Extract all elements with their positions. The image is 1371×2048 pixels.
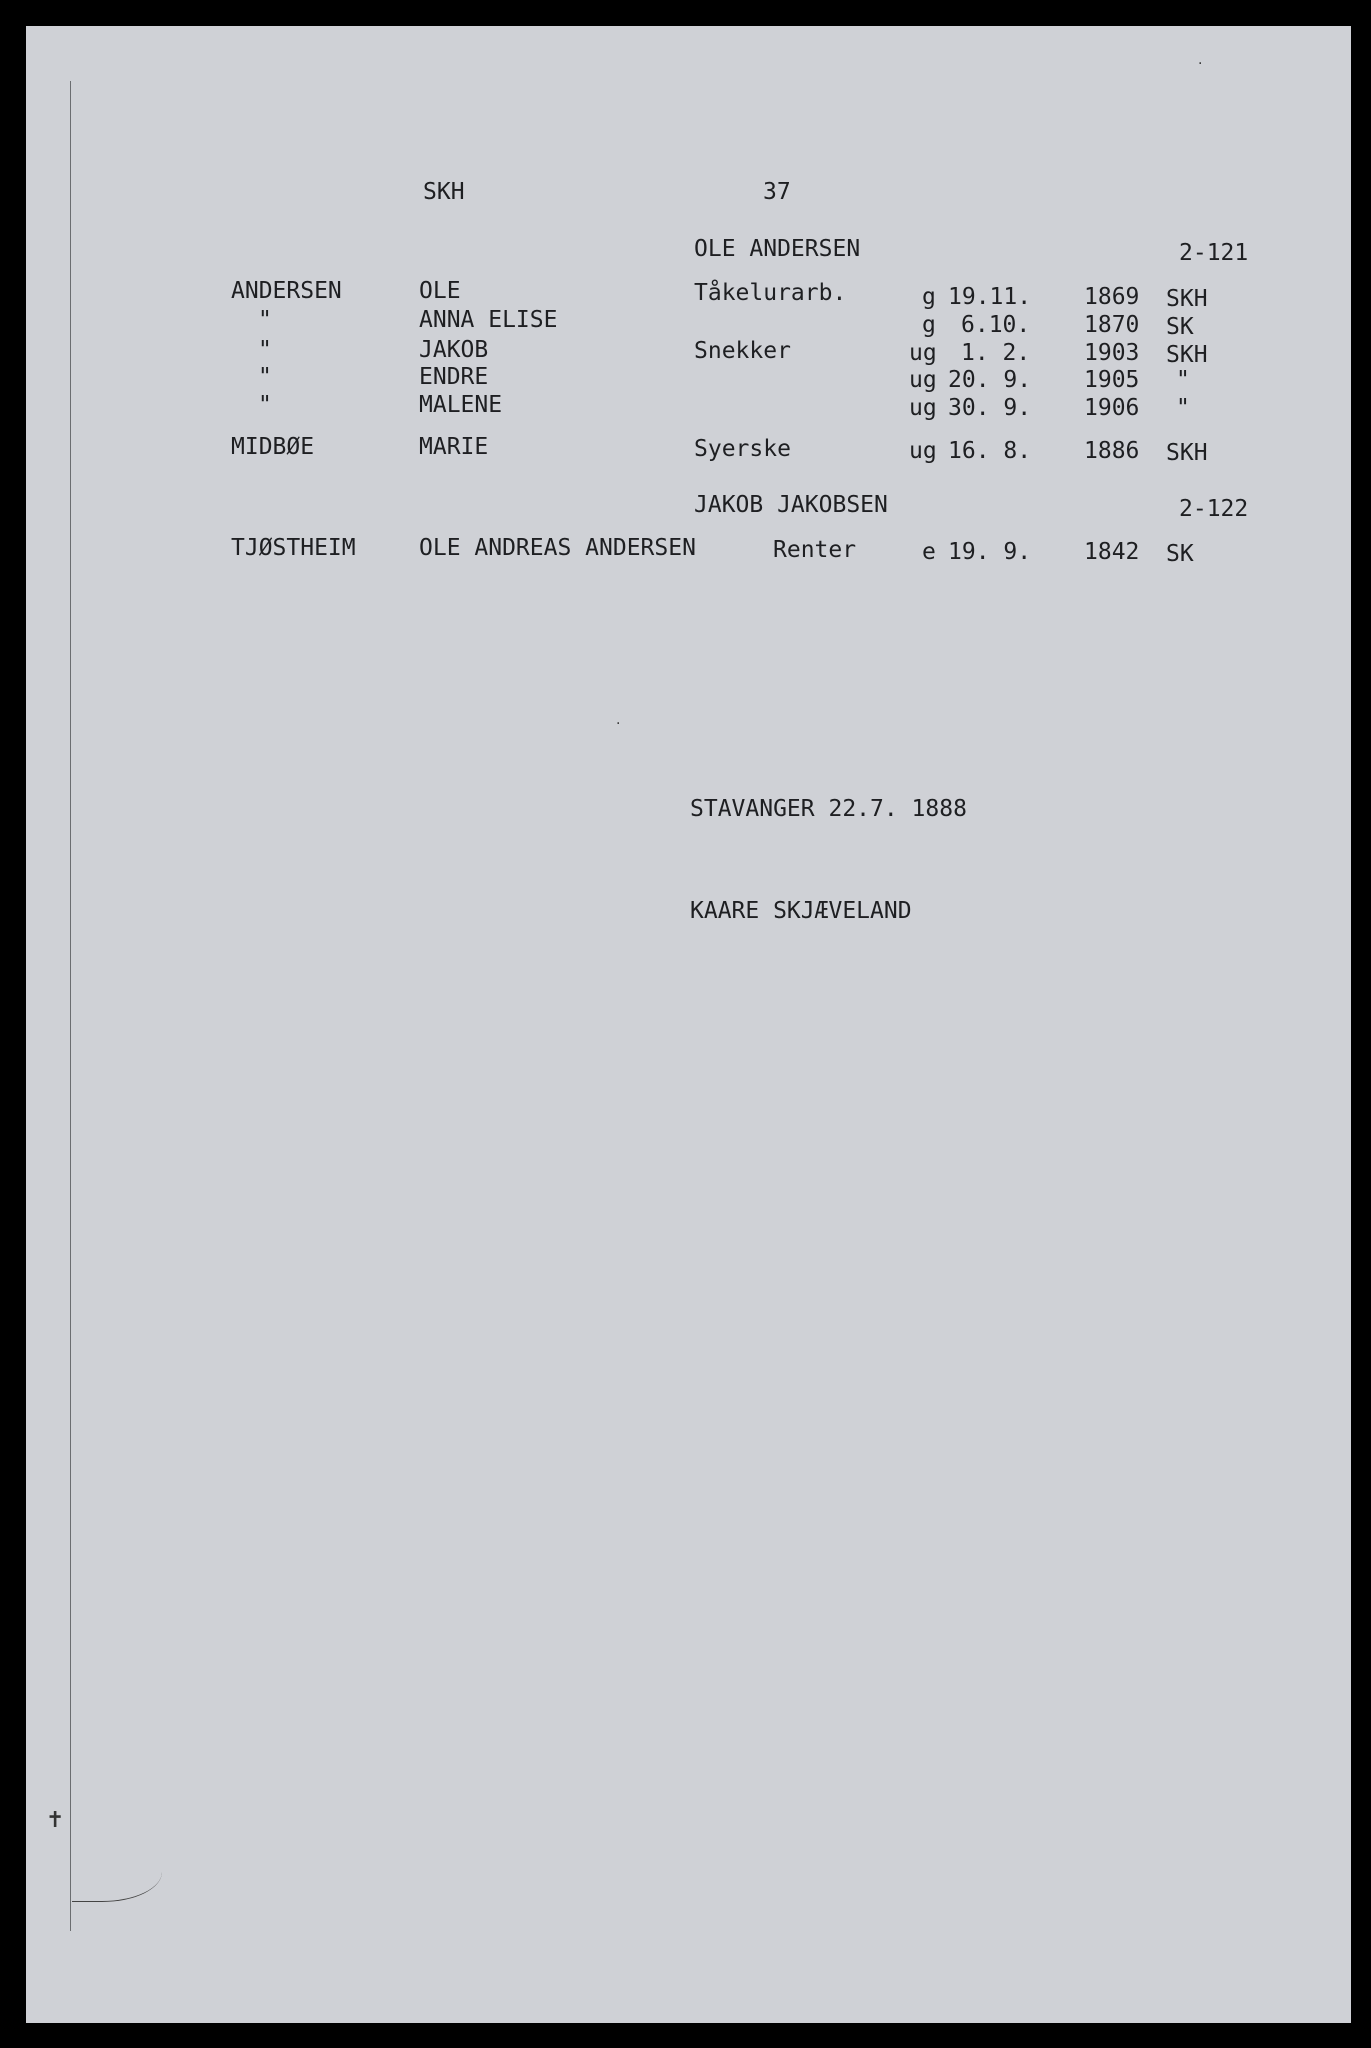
row-surname: ANDERSEN — [231, 278, 342, 304]
row-given-name: ANNA ELISE — [419, 307, 558, 333]
document-page — [26, 26, 1351, 2023]
row-place: " — [1176, 367, 1190, 393]
row-place: SKH — [1166, 286, 1208, 312]
row-place: " — [1176, 395, 1190, 421]
row-date: 19. 9. — [948, 539, 1032, 565]
row-year: 1869 — [1084, 284, 1140, 310]
row-status: ug — [909, 340, 937, 366]
row-surname: " — [258, 392, 272, 418]
row-year: 1886 — [1084, 438, 1140, 464]
row-surname: MIDBØE — [231, 434, 315, 460]
household-title: OLE ANDERSEN — [694, 236, 861, 262]
stray-mark: · — [616, 716, 621, 732]
row-date: 30. 9. — [948, 395, 1032, 421]
row-status: ug — [909, 395, 937, 421]
row-status: g — [922, 312, 936, 338]
row-year: 1903 — [1084, 340, 1140, 366]
row-status: ug — [909, 367, 937, 393]
margin-line — [70, 81, 71, 1931]
row-date: 20. 9. — [948, 367, 1032, 393]
signature: KAARE SKJÆVELAND — [690, 898, 912, 924]
row-given-name: ENDRE — [419, 364, 489, 390]
row-status: g — [922, 284, 936, 310]
header-code: SKH — [423, 179, 465, 205]
hand-drawn-stroke — [72, 1861, 162, 1902]
household-ref: 2-122 — [1179, 496, 1249, 522]
row-given-name: OLE — [419, 278, 461, 304]
row-given-name: JAKOB — [419, 337, 489, 363]
place-date: STAVANGER 22.7. 1888 — [690, 796, 967, 822]
row-given-name: MARIE — [419, 434, 489, 460]
row-occupation: Syerske — [694, 436, 791, 462]
row-status: ug — [909, 438, 937, 464]
row-occupation: Snekker — [694, 338, 791, 364]
row-given-name: MALENE — [419, 392, 503, 418]
row-date: 19.11. — [948, 284, 1032, 310]
row-occupation: Renter — [773, 537, 857, 563]
row-year: 1905 — [1084, 367, 1140, 393]
row-place: SKH — [1166, 440, 1208, 466]
row-occupation: Tåkelurarb. — [694, 280, 847, 306]
row-place: SKH — [1166, 342, 1208, 368]
row-place: SK — [1166, 541, 1194, 567]
row-date: 16. 8. — [948, 438, 1032, 464]
row-year: 1906 — [1084, 395, 1140, 421]
row-surname: TJØSTHEIM — [231, 535, 356, 561]
page-number: 37 — [763, 179, 791, 205]
household-ref: 2-121 — [1179, 240, 1249, 266]
row-date: 6.10. — [961, 312, 1031, 338]
row-surname: " — [258, 364, 272, 390]
row-surname: " — [258, 337, 272, 363]
row-place: SK — [1166, 314, 1194, 340]
cross-mark-icon: ✝ — [46, 1808, 65, 1833]
row-status: e — [922, 539, 936, 565]
household-title: JAKOB JAKOBSEN — [694, 492, 888, 518]
row-year: 1842 — [1084, 539, 1140, 565]
stray-mark: · — [1198, 56, 1203, 72]
row-year: 1870 — [1084, 312, 1140, 338]
row-given-name: OLE ANDREAS ANDERSEN — [419, 535, 696, 561]
row-date: 1. 2. — [961, 340, 1031, 366]
row-surname: " — [258, 307, 272, 333]
